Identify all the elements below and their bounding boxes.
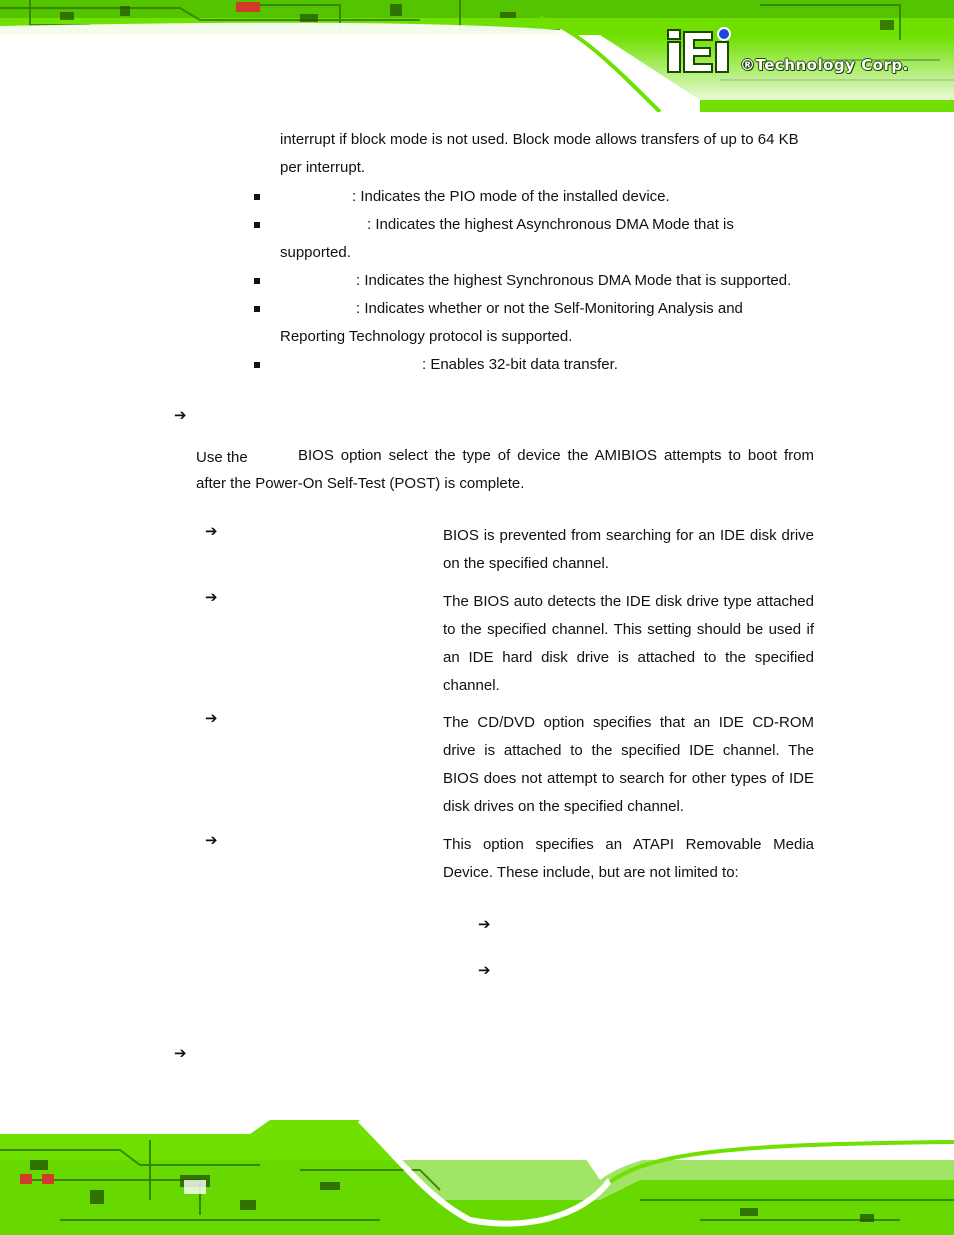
bullet-text: : Indicates the highest Synchronous DMA Mode that is supported.	[356, 272, 792, 289]
option-arrow-icon: ➔	[205, 588, 218, 606]
option-arrow-icon: ➔	[205, 831, 218, 849]
iei-logo	[666, 26, 926, 82]
bullet-marker	[254, 194, 260, 200]
intro-text-line: per interrupt.	[280, 159, 366, 176]
logo-brand-text: ®Technology Corp.	[740, 56, 909, 74]
sub-option-arrow-icon: ➔	[478, 961, 491, 979]
section-arrow-icon: ➔	[174, 1044, 187, 1062]
option-description: BIOS is prevented from searching for an IDE disk drive on the specified channel.	[443, 527, 814, 572]
circuit-board-footer-graphic	[0, 1120, 954, 1235]
footer-banner	[0, 1120, 954, 1235]
bullet-marker	[254, 222, 260, 228]
bullet-marker	[254, 362, 260, 368]
bullet-text: supported.	[280, 244, 351, 261]
bullet-marker	[254, 278, 260, 284]
section-text-start: Use the	[196, 449, 248, 466]
bullet-text: : Indicates whether or not the Self-Monitoring Analysis and	[356, 300, 743, 317]
iei-logo-mark-icon	[666, 26, 736, 76]
intro-text-line: interrupt if block mode is not used. Block mode allows transfers of up to 64 KB	[280, 131, 799, 148]
bullet-text: : Enables 32-bit data transfer.	[422, 356, 618, 373]
option-description: The BIOS auto detects the IDE disk drive type attached to the specified channel. This setting should be used if an IDE hard disk drive is attached to the specified channel.	[443, 593, 814, 694]
bullet-text: : Indicates the highest Asynchronous DMA Mode that is	[367, 216, 734, 233]
bullet-marker	[254, 306, 260, 312]
sub-option-arrow-icon: ➔	[478, 915, 491, 933]
option-arrow-icon: ➔	[205, 709, 218, 727]
section-arrow-icon: ➔	[174, 406, 187, 424]
option-arrow-icon: ➔	[205, 522, 218, 540]
header-banner	[0, 0, 954, 112]
bullet-text: Reporting Technology protocol is supported.	[280, 328, 573, 345]
bullet-text: : Indicates the PIO mode of the installed device.	[352, 188, 670, 205]
option-description: This option specifies an ATAPI Removable Media Device. These include, but are not limited to:	[443, 836, 814, 881]
option-description: The CD/DVD option specifies that an IDE CD-ROM drive is attached to the specified IDE channel. The BIOS does not attempt to search for other types of IDE disk drives on the specified channel.	[443, 714, 814, 815]
section-paragraph: BIOS option select the type of device the AMIBIOS attempts to boot from after the Power-On Self-Test (POST) is complete.	[196, 447, 814, 492]
